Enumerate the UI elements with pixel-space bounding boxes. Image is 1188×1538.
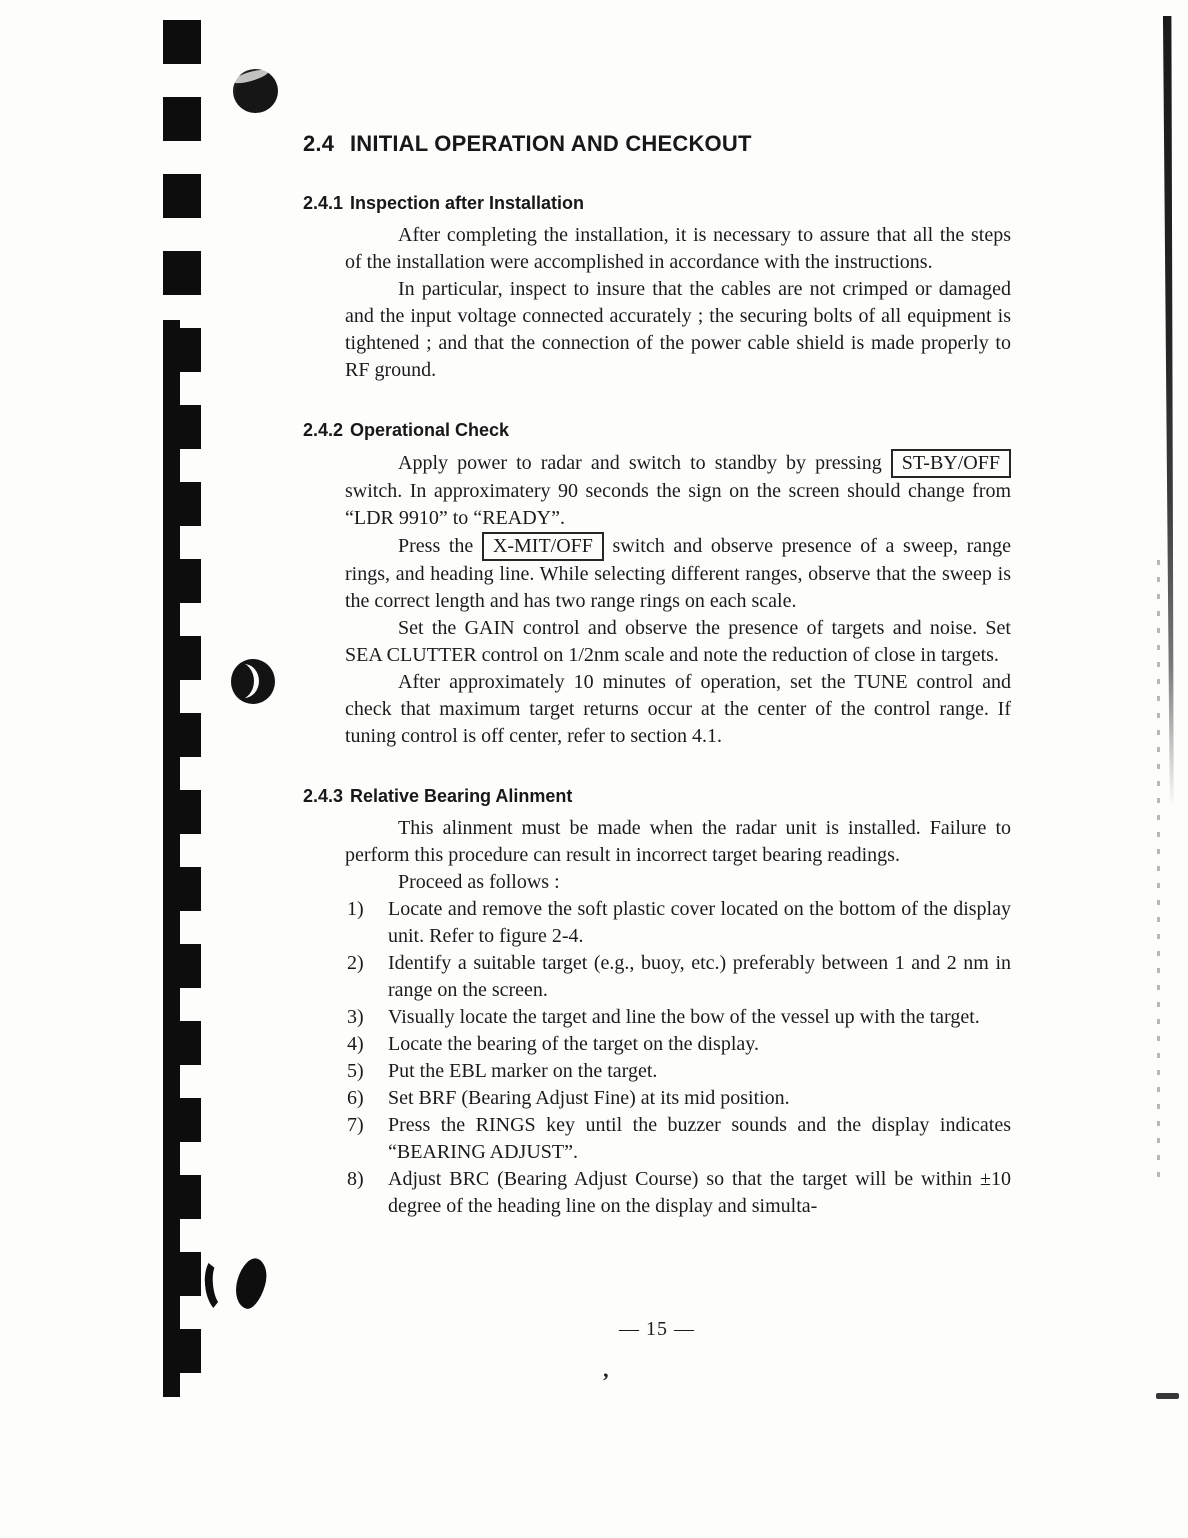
- list-item-text: Identify a suitable target (e.g., buoy, etc.) preferably between 1 and 2 nm in range on the screen.: [388, 952, 1011, 1001]
- paragraph-operational-2: [345, 532, 1011, 615]
- paragraph-bearing-2: Proceed as follows :: [398, 871, 560, 893]
- page-edge-dash: [1156, 1393, 1179, 1399]
- punch-hole-mark-bottom-oval: [231, 1255, 272, 1312]
- text-run: Apply power to radar and switch to standby by pressing: [398, 452, 891, 474]
- list-item-text: Locate the bearing of the target on the display.: [388, 1033, 759, 1055]
- paragraph-operational-1: [345, 449, 1011, 532]
- text-run: Press the: [398, 535, 482, 557]
- paragraph-operational-3: Set the GAIN control and observe the presence of targets and noise. Set SEA CLUTTER control on 1/2nm scale and note the reduction of close in targets.: [345, 617, 1011, 666]
- subsection-heading-2-4-2: [303, 420, 1011, 441]
- numbered-procedure-list: [345, 896, 1011, 1220]
- list-item: [345, 896, 1011, 950]
- text-run: switch and observe presence of a sweep, range rings, and heading line. While selecting different ranges, observe that the sweep is the correct length and has two range rings on each scale.: [345, 535, 1011, 612]
- list-item-text: Put the EBL marker on the target.: [388, 1060, 658, 1082]
- page-edge-scan-line: [1161, 16, 1174, 806]
- punch-hole-mark-bottom-crescent: [202, 1255, 238, 1315]
- list-item: [345, 1058, 1011, 1085]
- stray-comma-artifact: ’: [602, 1368, 610, 1393]
- punch-hole-mark-middle: [231, 659, 275, 704]
- section-number: 2.4: [303, 131, 335, 156]
- list-item: [345, 1004, 1011, 1031]
- list-item: [345, 950, 1011, 1004]
- subsection-title: Inspection after Installation: [350, 193, 585, 213]
- paragraph-operational-4: After approximately 10 minutes of operation, set the TUNE control and check that maximum target returns occur at the center of the control range. If tuning control is off center, refer to section 4.1.: [345, 671, 1011, 747]
- list-item-number: 7): [347, 1114, 364, 1136]
- list-item-number: 5): [347, 1060, 364, 1082]
- page-edge-dotted-line: [1157, 560, 1160, 1185]
- section-heading-2-4: [303, 131, 1011, 157]
- punch-hole-mark-top: [233, 69, 278, 113]
- subsection-title: Relative Bearing Alinment: [350, 786, 573, 806]
- subsection-heading-2-4-1: [303, 193, 1011, 214]
- page-number: — 15 —: [619, 1318, 695, 1340]
- paragraph-inspection-2: In particular, inspect to insure that the cables are not crimped or damaged and the input voltage connected accurately ; the securing bolts of all equipment is tightened ; and that the connection of the power cable shield is made properly to RF ground.: [345, 278, 1011, 381]
- binding-holes-strip: [163, 20, 201, 1397]
- list-item-number: 1): [347, 898, 364, 920]
- subsection-heading-2-4-3: [303, 786, 1011, 807]
- paragraph-bearing-1: This alinment must be made when the radar unit is installed. Failure to perform this procedure can result in incorrect target bearing readings.: [345, 817, 1011, 866]
- list-item: [345, 1031, 1011, 1058]
- x-mit-off-switch-label: X-MIT/OFF: [482, 532, 604, 561]
- text-run: switch. In approximatery 90 seconds the sign on the screen should change from “LDR 9910” to “READY”.: [345, 480, 1011, 529]
- list-item-number: 2): [347, 952, 364, 974]
- list-item-number: 4): [347, 1033, 364, 1055]
- list-item: [345, 1085, 1011, 1112]
- paragraph-inspection-1: After completing the installation, it is necessary to assure that all the steps of the installation were accomplished in accordance with the instructions.: [345, 224, 1011, 273]
- page-content: [303, 131, 1011, 1220]
- list-item: [345, 1166, 1011, 1220]
- subsection-number: 2.4.1: [303, 193, 344, 213]
- subsection-number: 2.4.2: [303, 420, 344, 440]
- list-item-text: Locate and remove the soft plastic cover located on the bottom of the display unit. Refer to figure 2-4.: [388, 898, 1011, 947]
- list-item-text: Visually locate the target and line the bow of the vessel up with the target.: [388, 1006, 980, 1028]
- list-item-text: Press the RINGS key until the buzzer sounds and the display indicates “BEARING ADJUST”.: [388, 1114, 1011, 1163]
- section-title: INITIAL OPERATION AND CHECKOUT: [350, 131, 752, 156]
- list-item-number: 8): [347, 1168, 364, 1190]
- list-item-text: Adjust BRC (Bearing Adjust Course) so that the target will be within ±10 degree of the heading line on the display and simulta-: [388, 1168, 1011, 1217]
- list-item-number: 3): [347, 1006, 364, 1028]
- st-by-off-switch-label: ST-BY/OFF: [891, 449, 1011, 478]
- list-item: [345, 1112, 1011, 1166]
- list-item-text: Set BRF (Bearing Adjust Fine) at its mid position.: [388, 1087, 790, 1109]
- subsection-number: 2.4.3: [303, 786, 344, 806]
- list-item-number: 6): [347, 1087, 364, 1109]
- subsection-title: Operational Check: [350, 420, 510, 440]
